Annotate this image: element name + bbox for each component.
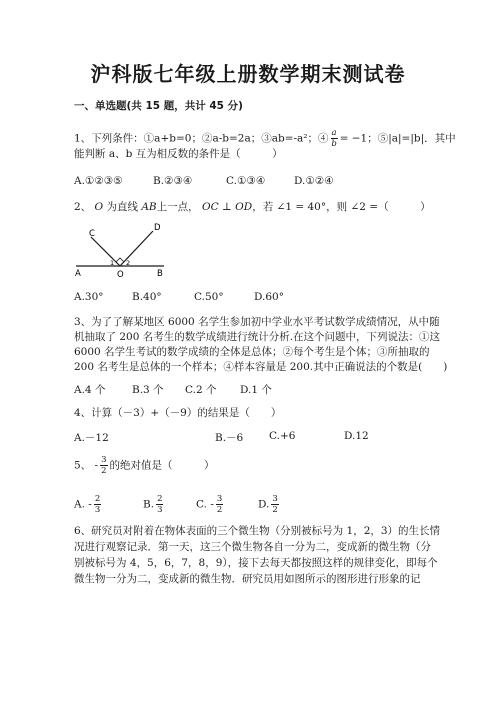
question-6-line-4: 微生物一分为二，变成新的微生物．研究员用如图所示的图形进行形象的记 <box>74 573 421 585</box>
q5-option-d-num: 3 <box>272 494 278 504</box>
q5-option-d-fraction <box>271 494 278 515</box>
question-1-line-1 <box>74 128 456 149</box>
q5-option-a-label: A. - <box>74 498 92 511</box>
q5-option-d[interactable] <box>258 494 281 515</box>
question-4-line: 4、计算（－3）+（－9）的结果是（ ） <box>74 407 282 419</box>
q1-frac-den: b <box>331 139 337 149</box>
q3-option-c[interactable]: C.2 个 <box>185 384 217 396</box>
q5-option-a-den: 3 <box>94 505 101 515</box>
q3-option-b[interactable]: B.3 个 <box>132 384 164 396</box>
q2-perpendicular: OC ⊥ OD <box>201 201 253 213</box>
q5-option-b-label: B. <box>143 498 155 511</box>
q5-option-c-num: 3 <box>216 494 223 504</box>
q5-option-a-fraction <box>94 494 101 515</box>
question-3-line-3: 6000 名学生考试的数学成绩的全体是总体；②每个考生是个体；③所抽取的 <box>74 346 430 358</box>
q5-frac-num: 3 <box>101 455 107 465</box>
label-c: C <box>89 229 95 239</box>
q5-option-c-fraction <box>216 494 223 515</box>
q5-option-d-label: D. <box>258 498 270 511</box>
q4-option-c[interactable]: C.+6 <box>269 430 296 442</box>
q1-option-a[interactable]: A.①②③⑤ <box>74 175 123 187</box>
ray-oc <box>91 237 120 266</box>
label-a: A <box>75 269 81 279</box>
q5-fraction <box>100 455 107 476</box>
q1-fraction <box>331 128 338 149</box>
label-d: D <box>154 223 161 233</box>
q2-option-d[interactable]: D.60° <box>254 291 284 303</box>
ray-od <box>120 231 153 266</box>
question-1-line-2: 能判断 a、b 互为相反数的条件是（ ） <box>74 148 283 160</box>
q5-option-a[interactable] <box>74 494 103 515</box>
q2-text-then: ，则 <box>326 201 348 213</box>
question-5-line <box>74 455 215 476</box>
q5-option-c[interactable] <box>196 494 225 515</box>
q4-option-d[interactable]: D.12 <box>344 430 369 442</box>
q4-option-b[interactable]: B.－6 <box>215 432 244 444</box>
q2-text-point: 上一点， <box>156 201 199 213</box>
q5-option-b[interactable] <box>143 494 165 515</box>
q5-suffix: 的绝对值是（ ） <box>109 459 215 472</box>
label-b: B <box>157 269 163 279</box>
q2-text-if: ，若 <box>252 201 274 213</box>
q5-prefix: 5、 - <box>74 459 99 472</box>
q2-option-a[interactable]: A.30° <box>74 291 104 303</box>
label-angle-2: 2 <box>126 259 131 267</box>
q5-option-b-fraction <box>156 494 163 515</box>
question-3-line-1: 3、为了了解某地区 6000 名学生参加初中学业水平考试数学成绩情况，从中随 <box>74 316 440 328</box>
right-angle-mark <box>116 258 124 262</box>
q2-blank: （ ） <box>378 201 431 213</box>
question-3-line-4: 200 名考生是总体的一个样本；④样本容量是 200.其中正确说法的个数是( ) <box>74 361 448 373</box>
q2-condition: ∠1 = 40° <box>276 201 327 213</box>
question-6-line-1: 6、研究员对附着在物体表面的三个微生物（分别被标号为 1，2，3）的生长情 <box>74 525 441 537</box>
q2-option-b[interactable]: B.40° <box>132 291 162 303</box>
section-heading: 一、单选题(共 15 题，共计 45 分) <box>74 100 243 112</box>
q2-point-o: O <box>94 201 104 213</box>
angle-figure <box>74 220 170 282</box>
q5-option-b-num: 2 <box>157 494 163 504</box>
q5-option-a-num: 2 <box>94 494 101 504</box>
question-6-line-3: 别被标号为 4，5，6，7，8，9），接下去每天都按照这样的规律变化，即每个 <box>74 557 438 569</box>
q3-option-d[interactable]: D.1 个 <box>240 384 272 396</box>
label-angle-1: 1 <box>110 259 115 267</box>
q4-option-a[interactable]: A.－12 <box>74 432 109 444</box>
label-o: O <box>117 270 124 280</box>
q3-option-a[interactable]: A.4 个 <box>74 384 106 396</box>
question-2-line <box>74 200 431 214</box>
q1-option-c[interactable]: C.①③④ <box>226 175 266 187</box>
q5-option-c-label: C. - <box>196 498 214 511</box>
q1-option-b[interactable]: B.②③④ <box>153 175 193 187</box>
q2-line-ab: AB <box>141 201 157 213</box>
question-3-line-2: 机抽取了 200 名考生的数学成绩进行统计分析.在这个问题中，下列说法：①这 <box>74 331 441 343</box>
q2-question: ∠2 = <box>350 201 379 213</box>
q2-number: 2、 <box>74 201 92 213</box>
q5-option-d-den: 2 <box>272 505 278 515</box>
q5-option-b-den: 3 <box>157 505 163 515</box>
q2-option-c[interactable]: C.50° <box>194 291 224 303</box>
page-title: 沪科版七年级上册数学期末测试卷 <box>90 62 406 86</box>
q1-text-a: 1、下列条件：①a+b=0；②a-b=2a；③ab=-a²；④ <box>74 132 329 145</box>
q5-option-c-den: 2 <box>216 505 223 515</box>
q1-text-b: = −1；⑤|a|=|b|．其中 <box>339 132 456 145</box>
q2-text-line: 为直线 <box>106 201 138 213</box>
q5-frac-den: 2 <box>101 466 107 476</box>
q1-frac-num: a <box>331 128 337 138</box>
question-6-line-2: 况进行观察记录．第一天，这三个微生物各自一分为二，变成新的微生物（分 <box>74 541 431 553</box>
q1-option-d[interactable]: D.①②④ <box>294 175 334 187</box>
